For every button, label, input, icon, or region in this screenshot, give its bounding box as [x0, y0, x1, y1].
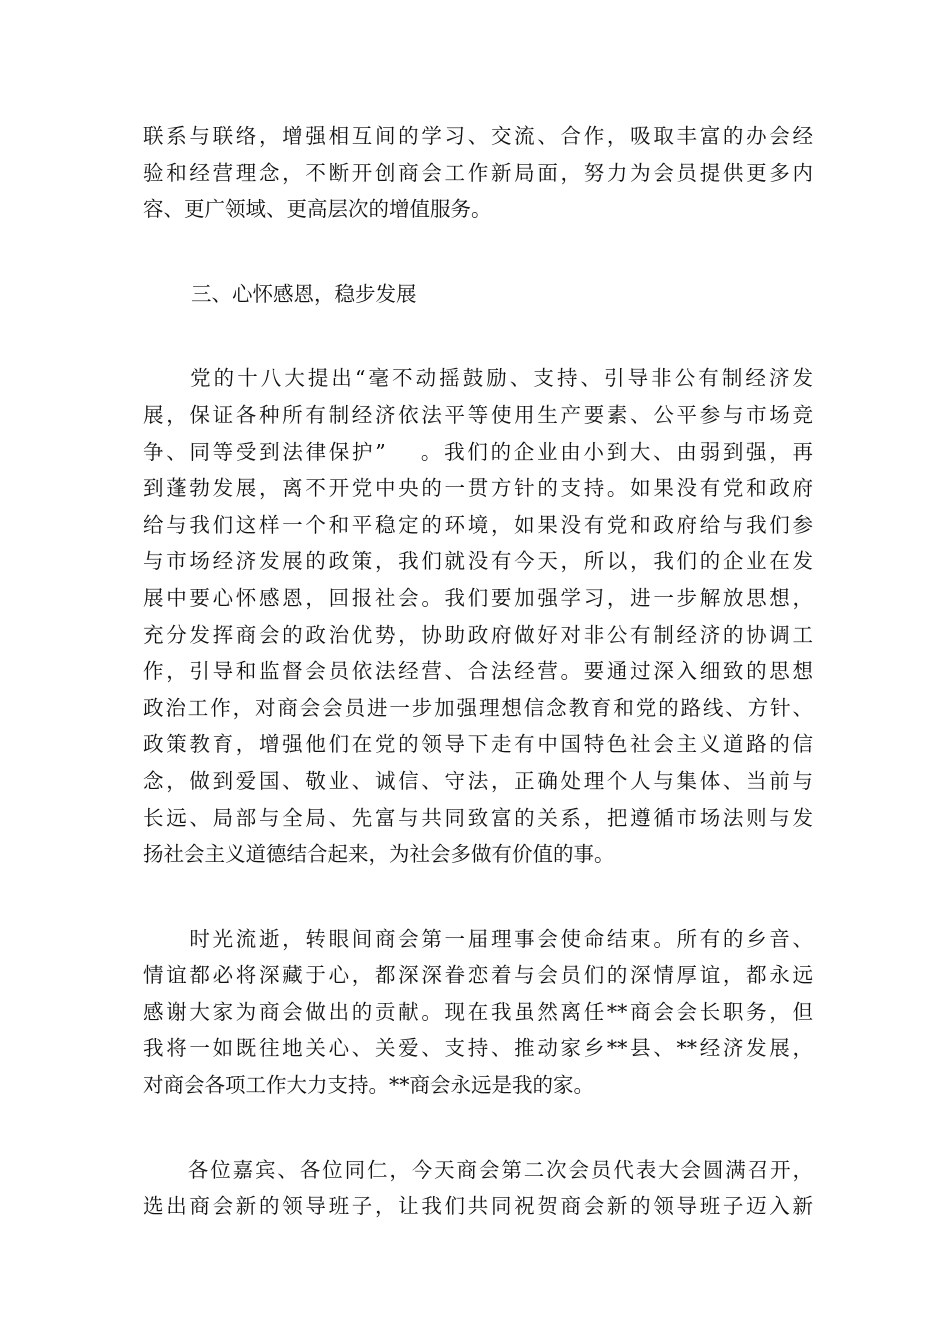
paragraph-farewell [143, 921, 813, 1104]
text-line: 政策教育，增强他们在党的领导下走有中国特色社会主义道路的信 [143, 732, 813, 757]
paragraph-gap [143, 873, 813, 921]
text-line: 验和经营理念，不断开创商会工作新局面，努力为会员提供更多内 [143, 160, 813, 185]
text-line: 政治工作，对商会会员进一步加强理想信念教育和党的路线、方针、 [143, 695, 813, 720]
text-line: 容、更广领域、更高层次的增值服务。 [143, 197, 492, 222]
text-line: 时光流逝，转眼间商会第一届理事会使命结束。所有的乡音、 [143, 926, 813, 951]
paragraph-gap [143, 312, 813, 360]
text-line: 党的十八大提出“毫不动摇鼓励、支持、引导非公有制经济发 [143, 366, 813, 391]
document-body [143, 118, 813, 1225]
text-line: 扬社会主义道德结合起来，为社会多做有价值的事。 [143, 842, 615, 867]
text-line: 感谢大家为商会做出的贡献。现在我虽然离任**商会会长职务，但 [143, 999, 813, 1024]
text-line: 选出商会新的领导班子，让我们共同祝贺商会新的领导班子迈入新 [143, 1194, 813, 1219]
text-line: 展中要心怀感恩，回报社会。我们要加强学习，进一步解放思想， [143, 585, 813, 610]
text-line: 到蓬勃发展，离不开党中央的一贯方针的支持。如果没有党和政府 [143, 476, 813, 501]
text-line: 充分发挥商会的政治优势，协助政府做好对非公有制经济的协调工 [143, 622, 813, 647]
text-line: 争、同等受到法律保护” 。我们的企业由小到大、由弱到强，再 [143, 439, 813, 464]
text-line: 作，引导和监督会员依法经营、合法经营。要通过深入细致的思想 [143, 659, 813, 684]
text-line: 给与我们这样一个和平稳定的环境，如果没有党和政府给与我们参 [143, 512, 813, 537]
text-line: 情谊都必将深藏于心，都深深眷恋着与会员们的深情厚谊，都永远 [143, 963, 813, 988]
text-line: 联系与联络，增强相互间的学习、交流、合作，吸取丰富的办会经 [143, 124, 813, 148]
text-line: 与市场经济发展的政策，我们就没有今天，所以，我们的企业在发 [143, 549, 813, 574]
paragraph-congratulations [143, 1152, 813, 1225]
text-line: 展，保证各种所有制经济依法平等使用生产要素、公平参与市场竞 [143, 402, 813, 427]
text-line: 念，做到爱国、敬业、诚信、守法，正确处理个人与集体、当前与 [143, 768, 813, 793]
paragraph-party-congress [143, 360, 813, 872]
paragraph-gap [143, 1104, 813, 1152]
text-line: 我将一如既往地关心、关爱、支持、推动家乡**县、**经济发展， [143, 1036, 813, 1061]
text-line: 长远、局部与全局、先富与共同致富的关系，把遵循市场法则与发 [143, 805, 813, 830]
section-heading: 三、心怀感恩，稳步发展 [191, 281, 417, 306]
text-line: 各位嘉宾、各位同仁，今天商会第二次会员代表大会圆满召开， [143, 1157, 813, 1182]
paragraph-continuation [143, 118, 813, 228]
text-line: 对商会各项工作大力支持。**商会永远是我的家。 [143, 1073, 594, 1098]
paragraph-gap [143, 228, 813, 276]
